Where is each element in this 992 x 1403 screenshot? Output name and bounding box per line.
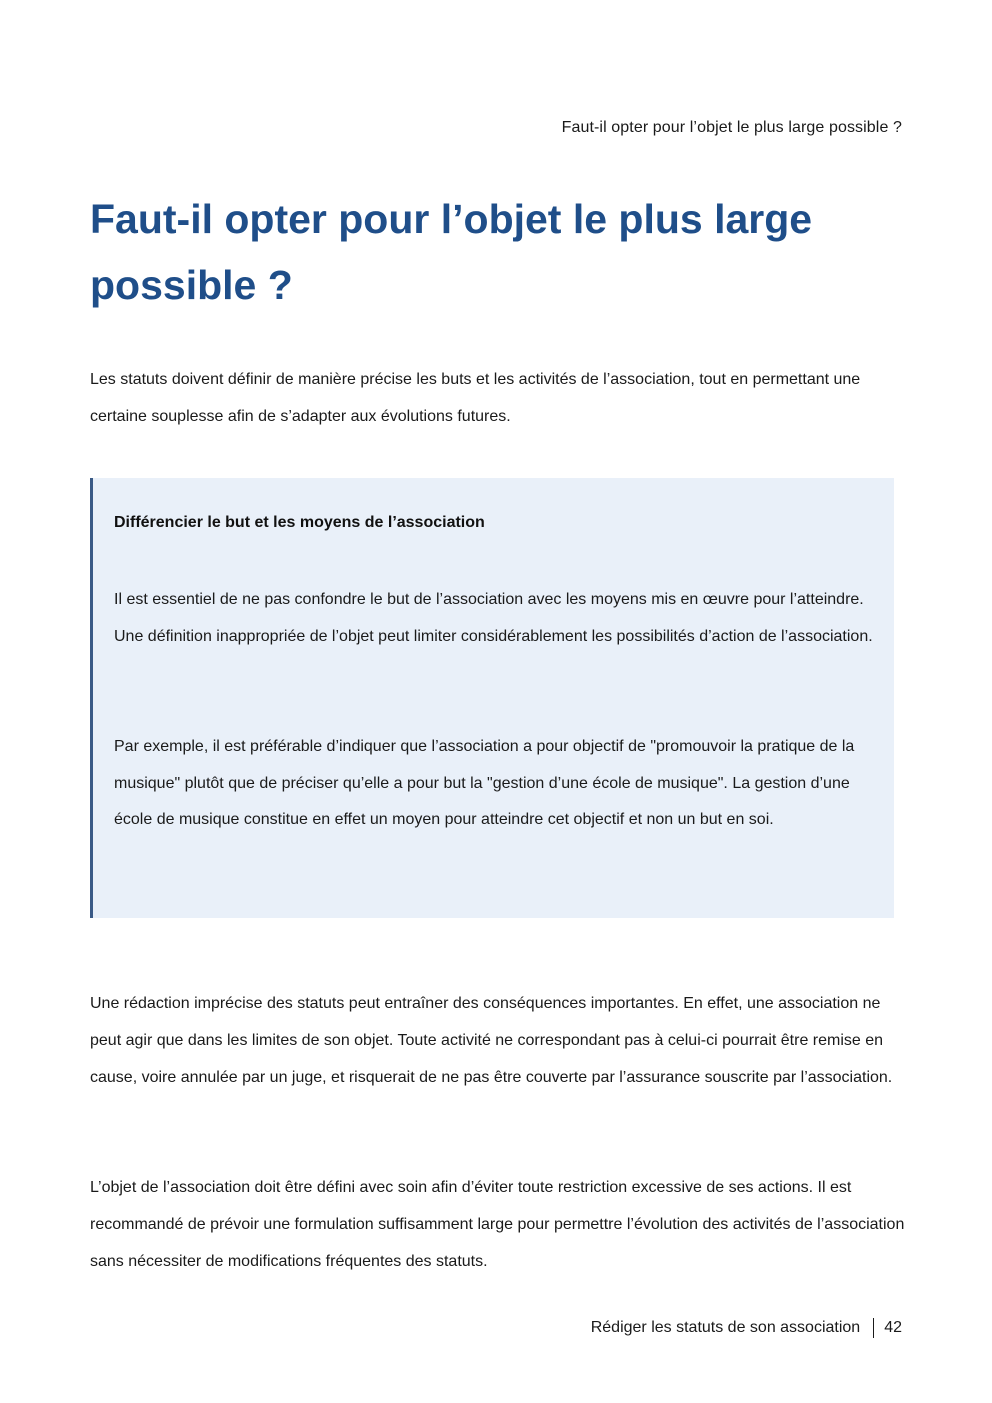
body-paragraph: Une rédaction imprécise des statuts peut entraîner des conséquences importantes. En effet, une association ne peut agir que dans les limites de son objet. Toute activité ne correspondant pas à celui-ci pourrait être remise en cause, voire annulée par un juge, et risquerait de ne pas être couverte par l’assurance souscrite par l’association.: [90, 995, 893, 1086]
page-number: 42: [884, 1319, 902, 1336]
callout-paragraph: Par exemple, il est préférable d’indiquer que l’association a pour objectif de "promouvoir la pratique de la musique" plutôt que de préciser qu’elle a pour but la "gestion d’une école de musique". La gestion d’une école de musique constitue en effet un moyen pour atteindre cet objectif et non un but en soi.: [114, 738, 855, 828]
callout-title: Différencier le but et les moyens de l’association: [114, 514, 485, 531]
callout-paragraph: Il est essentiel de ne pas confondre le but de l’association avec les moyens mis en œuvre pour l’atteindre. Une définition inappropriée de l’objet peut limiter considérablement les possibilités d’action de l’association.: [114, 591, 873, 645]
intro-paragraph: Les statuts doivent définir de manière précise les buts et les activités de l’association, tout en permettant une certaine souplesse afin de s’adapter aux évolutions futures.: [90, 371, 861, 425]
body-paragraph: L’objet de l’association doit être défini avec soin afin d’éviter toute restriction excessive de ses actions. Il est recommandé de prévoir une formulation suffisamment large pour permettre l’évolution des activités de l’association sans nécessiter de modifications fréquentes des statuts.: [90, 1179, 905, 1270]
footer-document-title: Rédiger les statuts de son association: [590, 1319, 861, 1336]
footer-divider: [873, 1318, 874, 1338]
page-footer: [591, 1318, 902, 1338]
running-header: Faut-il opter pour l’objet le plus large possible ?: [561, 119, 902, 136]
page-title: Faut-il opter pour l’objet le plus large possible ?: [90, 196, 813, 308]
callout-box: [90, 478, 894, 918]
